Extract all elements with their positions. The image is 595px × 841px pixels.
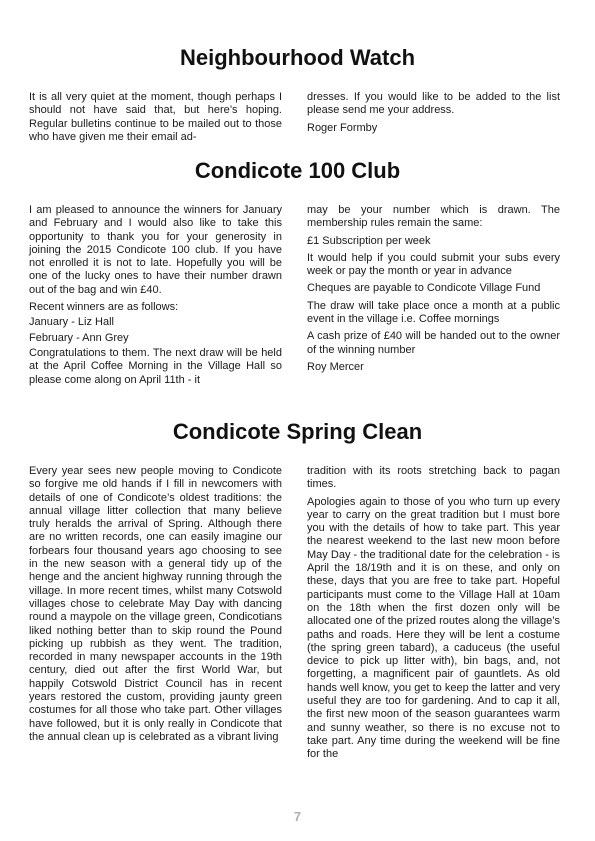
club-rule: It would help if you could submit your subs every week or pay the month or year in advance [307,251,560,278]
nw-paragraph: dresses. If you would like to be added to the list please send me your address. [307,91,560,117]
club-paragraph: Recent winners are as follows: [29,301,179,314]
club-paragraph: may be your number which is drawn. The membership rules remain the same: [307,204,560,230]
nw-right-column [307,91,560,139]
club-winner: February - Ann Grey [29,331,129,344]
spring-left-column [29,465,282,748]
club-winner: January - Liz Hall [29,316,114,329]
club-rule: A cash prize of £40 will be handed out to the owner of the winning number [307,330,560,356]
nw-left-column [29,91,282,148]
club-rule: Cheques are payable to Condicote Village Fund [307,282,541,295]
club-title: Condicote 100 Club [194,158,401,183]
club-left-column [29,204,282,391]
neighbourhood-watch-title: Neighbourhood Watch [179,45,416,70]
spring-clean-title: Condicote Spring Clean [172,419,423,444]
spring-paragraph: Apologies again to those of you who turn up every year to carry on the great tradition but I must bore you with the details of how to take part. This year the nearest weekend to the last new moon before May Day - the traditional date for the celebration - is April the 18/19th and it is on these, and only on these, days that you are free to take part. Hopeful participants must come to the Village Hall at 10am on the 18th when the first dozen only will be allocated one of the prized routes along the village’s paths and roads. Here they will be lent a costume (the spring green tabard), a caduceus (the useful device to pick up litter with), bin bags, and, not forgetting, a magnificent pair of gauntlets. As old hands well know, you get to keep the latter and very useful they are too for gardening. And to cap it all, the first new moon of the season guarantees warm and sunny weather, so there is no excuse not to take part. Any time during the weekend will be fine for the [307,495,560,761]
club-signature: Roy Mercer [307,360,364,373]
nw-signature: Roger Formby [307,121,378,134]
club-rule: The draw will take place once a month at a public event in the village i.e. Coffee mornings [307,299,560,326]
spring-right-column [307,465,560,766]
spring-paragraph: tradition with its roots stretching back to pagan times. [307,465,560,491]
club-paragraph: I am pleased to announce the winners for January and February and I would also like to take this opportunity to thank you for your generosity in joining the 2015 Condicote 100 club. If you have not enrolled it is not to late. Hopefully you will be one of the lucky ones to have their number drawn out of the bag and win £40. [29,204,282,296]
spring-paragraph: Every year sees new people moving to Condicote so forgive me old hands if I fill in newcomers with details of one of Condicote’s oldest traditions: the annual village litter collection that many believe truly heralds the arrival of Spring. Although there are no written records, one can easily imagine our forbears four thousand years ago choosing to see in the new season with a general tidy up of the henge and the ancient highway running through the village. In more recent times, whilst many Cotswold villages chose to celebrate May Day with dancing round a maypole on the village green, Condicotians liked nothing better than to skip round the Pound picking up rubbish as they went. The tradition, recorded in many newspaper accounts in the 19th century, died out after the first World War, but happily Cotswold District Council has in recent years restored the custom, providing jaunty green costumes for all those who take part. Other villages have followed, but it is only really in Condicote that the annual clean up is celebrated as a vibrant living [29,465,282,743]
club-paragraph: Congratulations to them. The next draw will be held at the April Coffee Morning in the Village Hall so please come along on April 11th - it [29,346,282,386]
page-number: 7 [293,809,302,824]
nw-paragraph: It is all very quiet at the moment, though perhaps I should not have said that, but here’s hoping. Regular bulletins continue to be mailed out to those who have given me their email ad- [29,91,282,143]
club-rule: £1 Subscription per week [307,234,431,247]
club-right-column [307,204,560,378]
